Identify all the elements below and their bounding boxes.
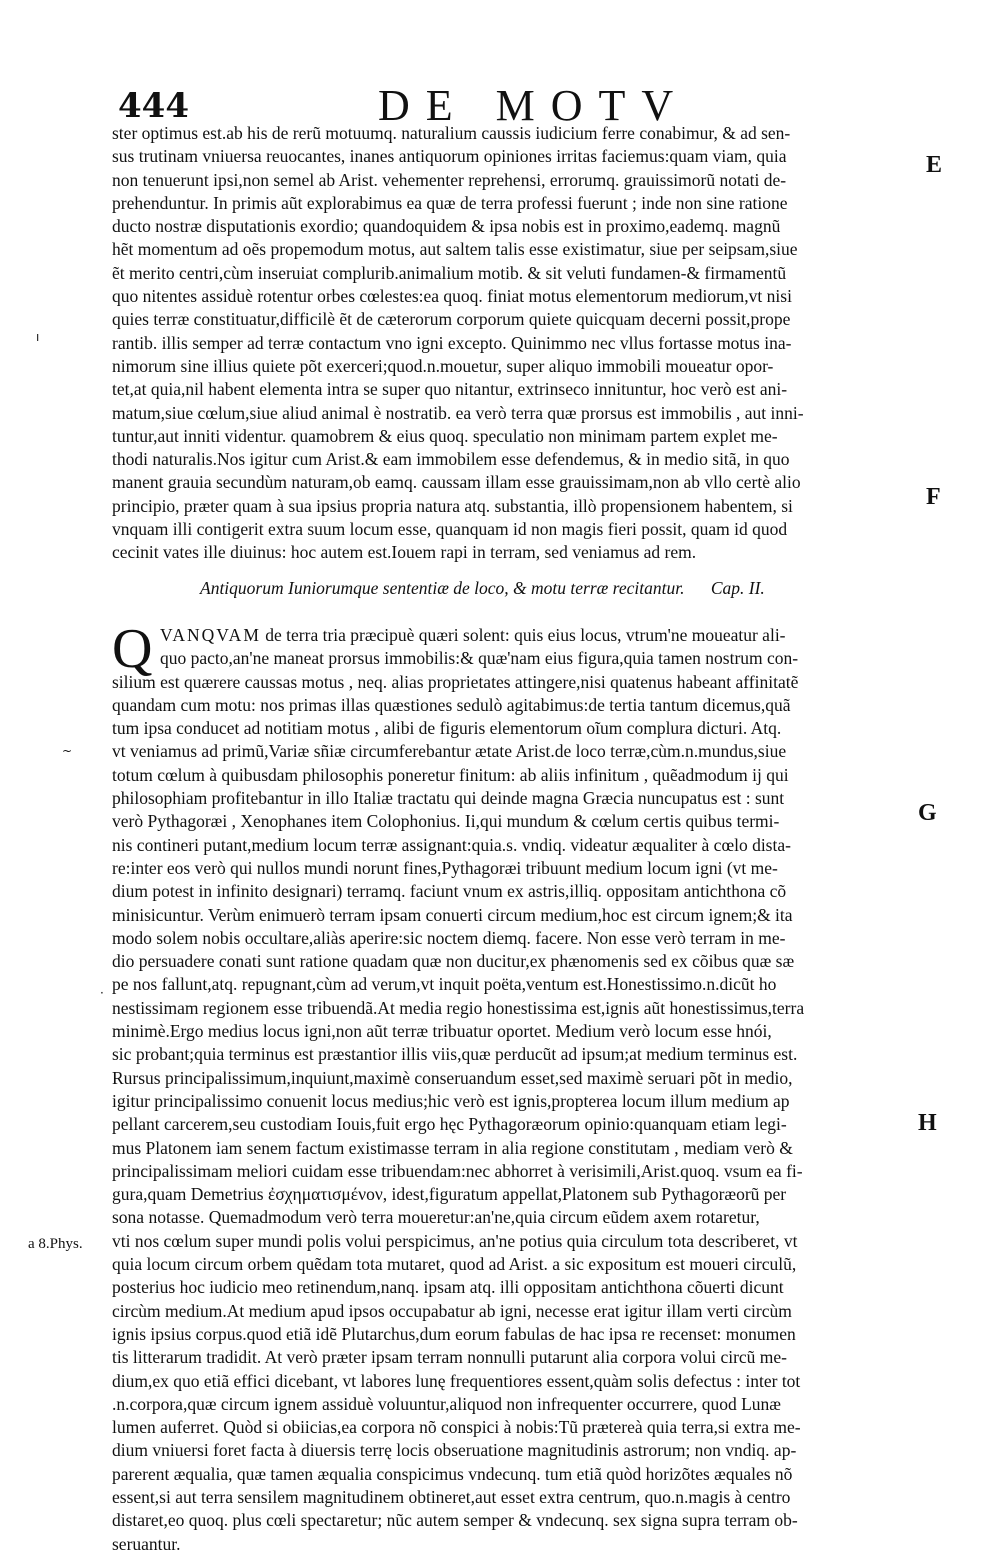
text-line: sus trutinam vniuersa reuocantes, inanes antiquorum opiniones irritas faciemus:quam viam, quia [112, 146, 787, 167]
text-line: minisicuntur. Verùm enimuerò terram ipsam conuerti circum medium,hoc est circum ignem;& ita [112, 904, 793, 925]
first-word-caps: VANQVAM [160, 625, 261, 645]
running-head: DE MOTV [378, 81, 690, 130]
text-line: nis contineri putant,medium locum terræ assignant:quia.s. vndiq. videatur æqualiter à cœlo dista- [112, 834, 791, 855]
text-line: quia locum circum orbem quẽdam tota mutaret, quod ad Arist. a sic expositum est moueri circulũ, [112, 1254, 797, 1275]
margin-speck: ~ [62, 744, 73, 758]
text-line: tis litterarum tradidit. At verò præter ipsam terram nonnulli putarunt alia corpora volui circũ me- [112, 1347, 788, 1368]
text-line: verò Pythagoræi , Xenophanes item Colophonius. Ii,qui mundum & cœlum certis quibus termi- [112, 811, 780, 832]
text-line: minimè.Ergo medius locus igni,non aũt terræ tribuatur oportet. Medium verò locum esse hnói, [112, 1021, 772, 1042]
text-line: dio persuadere conati sunt ratione quadam quæ non ducitur,ex phænomenis sed ex cõibus quæ sæ [112, 951, 795, 972]
section-marker-f: F [926, 484, 941, 510]
chapter-title: Antiquorum Iuniorumque sententiæ de loco, & motu terræ recitantur. [200, 578, 685, 598]
chapter-heading [200, 578, 900, 599]
text-line: igitur principalissimo conuenit locus medius;hic verò est ignis,propterea locum illum medium ap [112, 1090, 790, 1111]
text-line: distaret,eo quoq. plus cœli spectaretur; nũc autem semper & vndecunq. sex signa supra terram ob- [112, 1510, 798, 1531]
text-line: nestissimam regionem esse tribuendã.At media regio honestissima est,ignis aũt honestissimus,terra [112, 997, 805, 1018]
text-line: pellant carcerem,seu custodiam Iouis,fuit ergo hęc Pythagoræorum opinio:quanquam etiam legi- [112, 1114, 787, 1135]
text-line: gura,quam Demetrius ἐσχηματισμένον, idest,figuratum appellat,Platonem sub Pythagoræorũ per [112, 1184, 787, 1205]
text-line: sic probant;quia terminus est præstantior illis viis,quæ perducũt ad ipsum;at medium terminus est. [112, 1044, 798, 1065]
page-number: 444 [118, 86, 189, 126]
section-marker-g: G [918, 800, 937, 826]
text-line: .n.corpora,quæ circum ignem assiduè voluuntur,aliquod non infrequenter occurrere, quod Lunæ [112, 1393, 781, 1414]
drop-cap-letter: Q [112, 618, 153, 680]
text-line: quies terræ constituatur,difficilè ẽt de cæterorum corporum quiete quicquam decerni possit,prope [112, 309, 791, 330]
text-line: quo nitentes assiduè rotentur orbes cœlestes:ea quoq. finiat motus elementorum mediorum,vt nisi [112, 286, 792, 307]
text-line: dium vniuersi foret facta à diuersis terrę locis obseruatione magnitudinis astrorum; non vndiq. ap- [112, 1440, 797, 1461]
text-line: lumen auferret. Quòd si obiicias,ea corpora nõ conspici à nobis:Tũ prætereà quia terra,si extra me- [112, 1417, 801, 1438]
text-line: pe nos fallunt,atq. repugnant,cùm ad verum,vt inquit poëta,ventum est.Honestissimo.n.dicũt ho [112, 974, 777, 995]
text-line: ster optimus est.ab his de rerũ motuumq. naturalium caussis iudicium ferre conabimur, & ad sen- [112, 123, 791, 143]
text-line: nimorum sine illius quiete põt exerceri;quod.n.mouetur, super aliquo immobili moueatur opor- [112, 355, 774, 376]
text-line: non tenuerunt ipsi,non semel ab Arist. vehementer reprehensi, errorumq. grauissimorũ notati de- [112, 169, 787, 190]
text-line: vnquam illi contigerit extra suum locum esse, quanquam id non magis fieri possit, quam id quod [112, 519, 788, 540]
text-line: sona notasse. Quemadmodum verò terra moueretur:an'ne,quia circum eũdem axem rotaretur, [112, 1207, 760, 1228]
text-line: hẽt momentum ad oẽs propemodum motus, aut saltem talis esse existimatur, siue per seipsam,siue [112, 239, 798, 260]
text-line: posterius hoc iudicio meo retinendum,nanq. ipsam atq. illi oppositam antichthona cõuerti dicunt [112, 1277, 784, 1298]
text-line: modo solem nobis occultare,aliàs aperire:sic noctem diemq. facere. Non esse verò terram in me- [112, 927, 786, 948]
text-line: ẽt merito centri,cùm inseruiat complurib.animalium motib. & sit veluti fundamen-& firmamentũ [112, 262, 787, 283]
text-line: tet,at quia,nil habent elementa intra se super quo nitantur, extrinseco innituntur, hoc verò est ani- [112, 379, 788, 400]
text-line: quandam cum motu: nos primas illas quæstiones sedulò agitabimus:de tertia tantum dicemus,quã [112, 694, 791, 715]
text-line: thodi naturalis.Nos igitur cum Arist.& eam immobilem esse defendemus, & in medio sitã, in quo [112, 449, 790, 470]
text-line: ignis ipsius corpus.quod etiã idẽ Plutarchus,dum eorum fabulas de hac ipsa re recenset: monumen [112, 1323, 796, 1344]
text-line: principalissimam meliori cuidam esse tribuendam:nec abhorret à verisimili,Arist.quoq. vsum ea fi- [112, 1160, 803, 1181]
text-line: ducto nostræ disputationis exordio; quandoquidem & ipsa nobis est in proximo,eademq. magnũ [112, 216, 781, 237]
text-block-intro [112, 122, 908, 565]
text-line: principio, præter quam à sua ipsius propria natura atq. substantia, illò propensionem habentem, si [112, 495, 793, 516]
text-line: dium,ex quo etiã effici dicebant, vt labores lunę frequentiores essent,quàm solis defectus : inter tot [112, 1370, 801, 1391]
text-line: vt veniamus ad primũ,Variæ sñiæ circumferebantur ætate Arist.de loco terræ,cùm.n.mundus,siue [112, 741, 787, 762]
text-line: matum,siue cœlum,siue aliud animal è nostratib. ea verò terra quæ prorsus est immobilis , aut inni- [112, 402, 804, 423]
text-line: seruantur. [112, 1533, 181, 1554]
text-line: tum ipsa conducet ad notitiam motus , alibi de figuris elementorum oĩum complura dicturi. Atq. [112, 718, 782, 739]
text-line: parerent æqualia, quæ tamen æqualia conspicimus vndecunq. tum etiã quòd horizõtes æquales nõ [112, 1463, 793, 1484]
text-line: philosophiam profitebantur in illo Italiæ tractatu qui deinde magna Græcia nuncupatus est : sunt [112, 788, 785, 809]
margin-speck: · [100, 986, 104, 1000]
text-line: circùm medium.At medium apud ipsos occupabatur ab igni, necesse erat igitur illam verti circùm [112, 1300, 792, 1321]
text-line: essent,si aut terra sensilem magnitudinem obtineret,aut esset extra centrum, quo.n.magis à centro [112, 1486, 791, 1507]
margin-speck: ı [36, 330, 40, 344]
text-line: re:inter eos verò qui nullos mundi norunt fines,Pythagoræi tribuunt medium locum igni (vt me- [112, 857, 778, 878]
text-line [112, 624, 908, 647]
text-line: rantib. illis semper ad terræ contactum vno igni excepto. Quinimmo nec vllus fortasse motus ina- [112, 332, 792, 353]
text-line: mus Platonem iam senem factum existimasse terram in alia regione constitutam , mediam verò & [112, 1137, 793, 1158]
text-line: dium potest in infinito designari) terramq. faciunt vnum ex astris,illiq. oppositam antichthona cõ [112, 881, 787, 902]
text-line: Rursus principalissimum,inquiunt,maximè conseruandum esset,sed maximè seruari põt in medio, [112, 1067, 793, 1088]
section-marker-e: E [926, 152, 943, 178]
section-marker-h: H [918, 1110, 937, 1136]
text-line: cecinit vates ille diuinus: hoc autem est.Iouem rapi in terram, sed veniamus ad rem. [112, 542, 697, 563]
margin-note-physics: a 8.Phys. [28, 1236, 83, 1252]
text-line: quo pacto,an'ne maneat prorsus immobilis:& quæ'nam eius figura,quia tamen nostrum con- [160, 648, 799, 669]
text-line: vti nos cœlum super mundi polis volui perspicimus, an'ne potius quia circulum tota describeret, vt [112, 1230, 798, 1251]
text-line: manent grauia secundùm naturam,ob eamq. caussam illam esse grauissimam,non ab vllo certè alio [112, 472, 801, 493]
first-line-rest: de terra tria præcipuè quæri solent: quis eius locus, vtrum'ne moueatur ali- [265, 625, 786, 645]
chapter-number: Cap. II. [710, 578, 765, 598]
text-line: silium est quærere caussas motus , neq. alias proprietates attingere,nisi quatenus habeant affinitatẽ [112, 671, 799, 692]
text-block-chapter [112, 618, 908, 1556]
text-line: tuntur,aut inniti videntur. quamobrem & eius quoq. speculatio non minimam partem explet me- [112, 425, 778, 446]
text-line: prehenduntur. In primis aũt explorabimus ea quæ de terra professi fuerunt ; inde non sine ratione [112, 192, 788, 213]
text-line: totum cœlum à quibusdam philosophis poneretur finitum: ab aliis infinitum , quẽadmodum ij qui [112, 764, 789, 785]
